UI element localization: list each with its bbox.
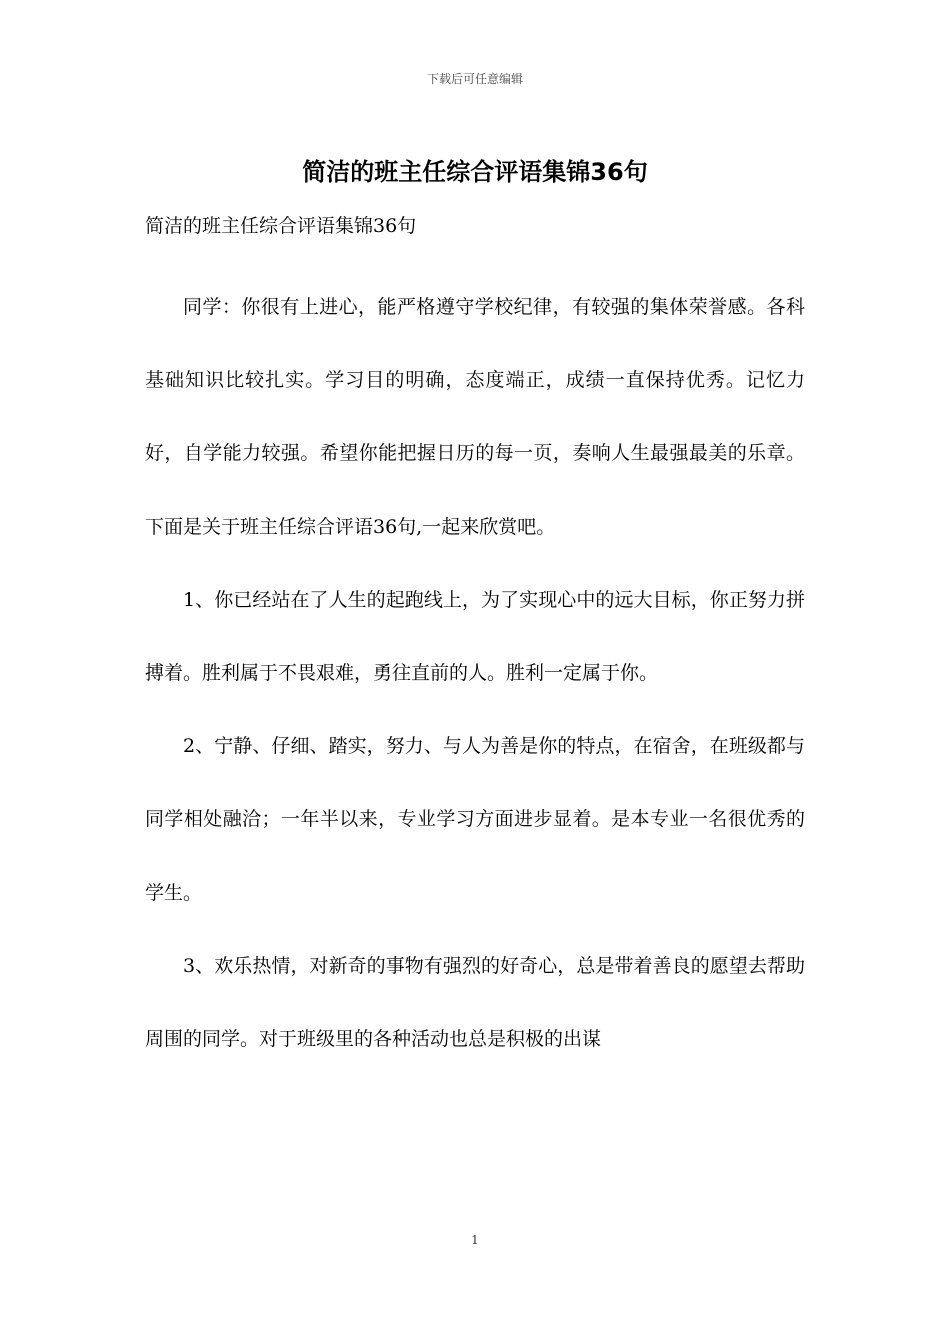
document-body — [145, 271, 805, 1076]
comment-paragraph-2: 2、宁静、仔细、踏实，努力、与人为善是你的特点，在宿舍，在班级都与同学相处融洽；一年半以来，专业学习方面进步显着。是本专业一名很优秀的学生。 — [145, 735, 805, 904]
comment-paragraph-1: 1、你已经站在了人生的起跑线上，为了实现心中的远大目标，你正努力拼搏着。胜利属于不畏艰难，勇往直前的人。胜利一定属于你。 — [145, 588, 805, 685]
page-number: 1 — [471, 1233, 479, 1247]
intro-paragraph: 同学：你很有上进心，能严格遵守学校纪律，有较强的集体荣誉感。各科基础知识比较扎实。学习目的明确，态度端正，成绩一直保持优秀。记忆力好，自学能力较强。希望你能把握日历的每一页，奏响人生最强最美的乐章。下面是关于班主任综合评语36句,一起来欣赏吧。 — [145, 296, 805, 538]
header-note: 下载后可任意编辑 — [426, 72, 523, 86]
comment-paragraph-3: 3、欢乐热情，对新奇的事物有强烈的好奇心，总是带着善良的愿望去帮助周围的同学。对于班级里的各种活动也总是积极的出谋 — [145, 954, 805, 1051]
document-subtitle: 简洁的班主任综合评语集锦36句 — [145, 215, 417, 237]
document-title: 简洁的班主任综合评语集锦36句 — [302, 158, 648, 186]
